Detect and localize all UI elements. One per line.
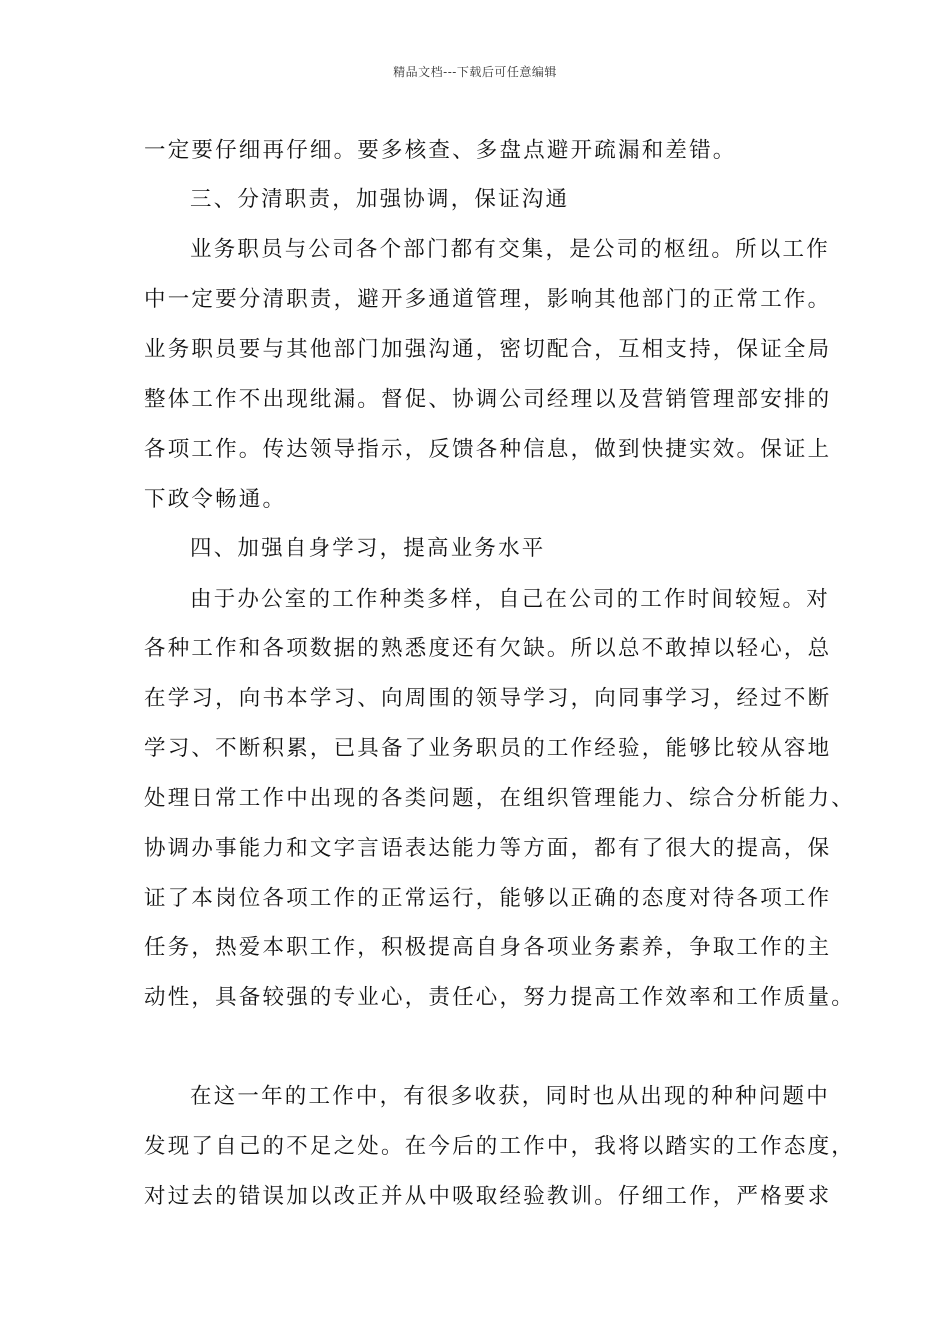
paragraph-line: 协调办事能力和文字言语表达能力等方面，都有了很大的提高，保	[144, 836, 832, 861]
paragraph-line: 业务职员与公司各个部门都有交集，是公司的枢纽。所以工作	[190, 237, 830, 262]
paragraph-line: 中一定要分清职责，避开多通道管理，影响其他部门的正常工作。	[144, 287, 832, 312]
paragraph-line: 下政令畅通。	[144, 487, 287, 512]
page-header: 精品文档---下载后可任意编辑	[393, 65, 557, 79]
paragraph-line: 学习、不断积累，已具备了业务职员的工作经验，能够比较从容地	[144, 736, 832, 761]
paragraph-line: 对过去的错误加以改正并从中吸取经验教训。仔细工作，严格要求	[144, 1184, 832, 1209]
paragraph-line: 动性，具备较强的专业心，责任心，努力提高工作效率和工作质量。	[144, 985, 856, 1010]
paragraph-line: 业务职员要与其他部门加强沟通，密切配合，互相支持，保证全局	[144, 337, 832, 362]
paragraph-line: 在这一年的工作中，有很多收获，同时也从出现的种种问题中	[190, 1084, 830, 1109]
paragraph-line: 任务，热爱本职工作，积极提高自身各项业务素养，争取工作的主	[144, 935, 832, 960]
paragraph-line: 各种工作和各项数据的熟悉度还有欠缺。所以总不敢掉以轻心，总	[144, 636, 832, 661]
paragraph-line: 在学习，向书本学习、向周围的领导学习，向同事学习，经过不断	[144, 686, 832, 711]
paragraph-line: 发现了自己的不足之处。在今后的工作中，我将以踏实的工作态度，	[144, 1134, 856, 1159]
section-heading: 四、加强自身学习，提高业务水平	[190, 536, 546, 561]
paragraph-line: 证了本岗位各项工作的正常运行，能够以正确的态度对待各项工作	[144, 886, 832, 911]
paragraph-line: 整体工作不出现纰漏。督促、协调公司经理以及营销管理部安排的	[144, 387, 832, 412]
paragraph-line: 各项工作。传达领导指示，反馈各种信息，做到快捷实效。保证上	[144, 437, 832, 462]
section-heading: 三、分清职责，加强协调，保证沟通	[190, 187, 570, 212]
paragraph-line: 一定要仔细再仔细。要多核查、多盘点避开疏漏和差错。	[144, 138, 737, 163]
paragraph-line: 由于办公室的工作种类多样，自己在公司的工作时间较短。对	[190, 587, 830, 612]
paragraph-line: 处理日常工作中出现的各类问题，在组织管理能力、综合分析能力、	[144, 786, 856, 811]
